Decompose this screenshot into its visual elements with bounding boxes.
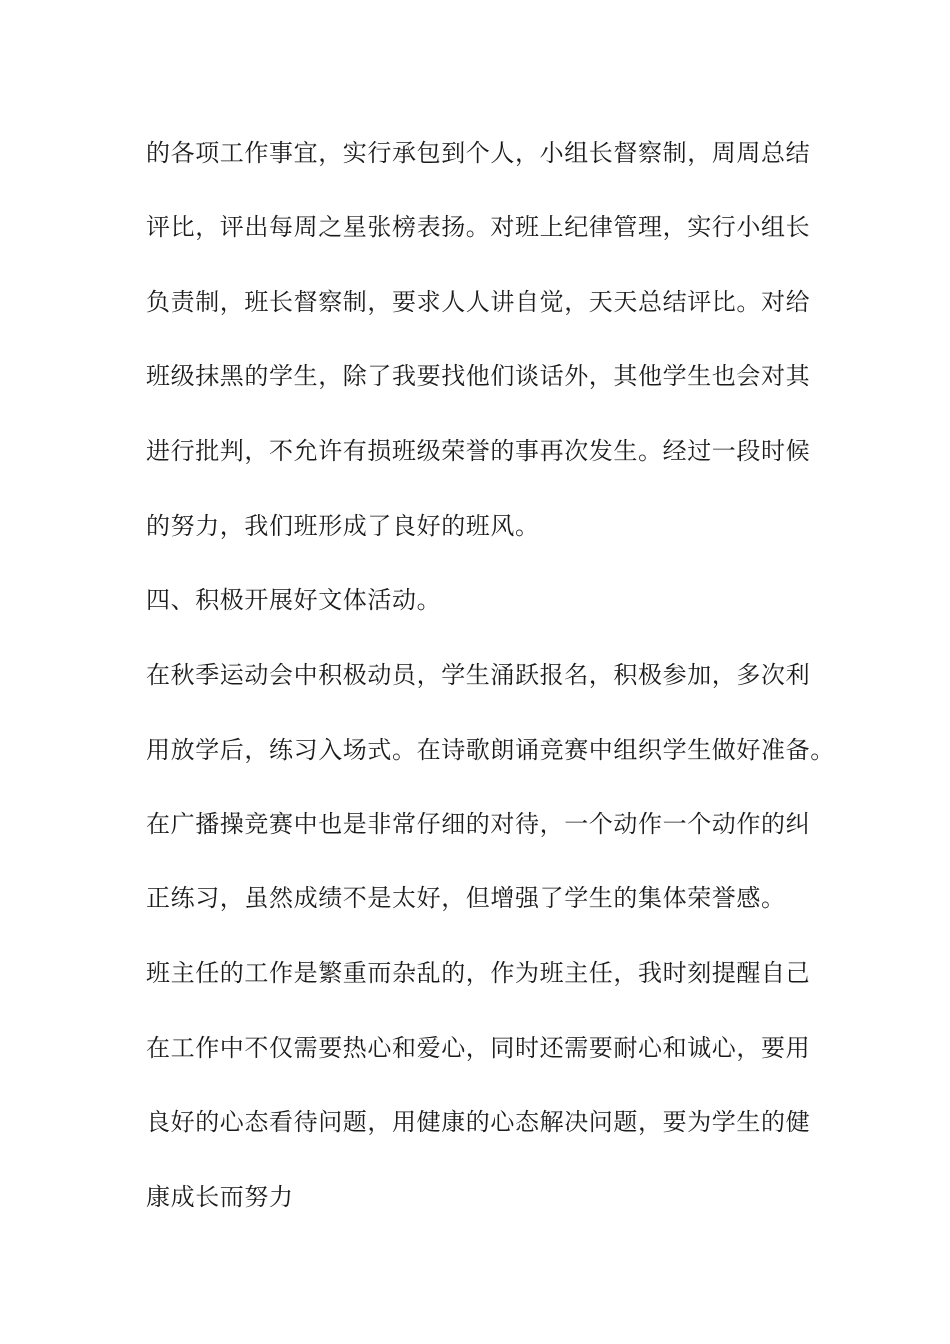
text-line-13: 在工作中不仅需要热心和爱心，同时还需要耐心和诚心，要用 [146, 1034, 811, 1062]
text-line-11: 正练习，虽然成绩不是太好，但增强了学生的集体荣誉感。 [146, 884, 786, 912]
text-line-2: 评比，评出每周之星张榜表扬。对班上纪律管理，实行小组长 [146, 213, 811, 241]
text-line-5: 进行批判，不允许有损班级荣誉的事再次发生。经过一段时候 [146, 437, 811, 465]
text-line-9: 用放学后，练习入场式。在诗歌朗诵竞赛中组织学生做好准备。 [146, 736, 835, 764]
text-line-10: 在广播操竞赛中也是非常仔细的对待，一个动作一个动作的纠 [146, 810, 811, 838]
section-heading: 四、积极开展好文体活动。 [146, 586, 442, 614]
text-line-8: 在秋季运动会中积极动员，学生涌跃报名，积极参加，多次利 [146, 661, 811, 689]
text-line-3: 负责制，班长督察制，要求人人讲自觉，天天总结评比。对给 [146, 288, 811, 316]
text-line-12: 班主任的工作是繁重而杂乱的，作为班主任，我时刻提醒自己 [146, 959, 811, 987]
text-line-4: 班级抹黑的学生，除了我要找他们谈话外，其他学生也会对其 [146, 362, 811, 390]
text-line-6: 的努力，我们班形成了良好的班风。 [146, 512, 540, 540]
text-line-1: 的各项工作事宜，实行承包到个人，小组长督察制，周周总结 [146, 139, 811, 167]
text-line-15: 康成长而努力 [146, 1183, 294, 1211]
text-line-14: 良好的心态看待问题，用健康的心态解决问题，要为学生的健 [146, 1108, 811, 1136]
